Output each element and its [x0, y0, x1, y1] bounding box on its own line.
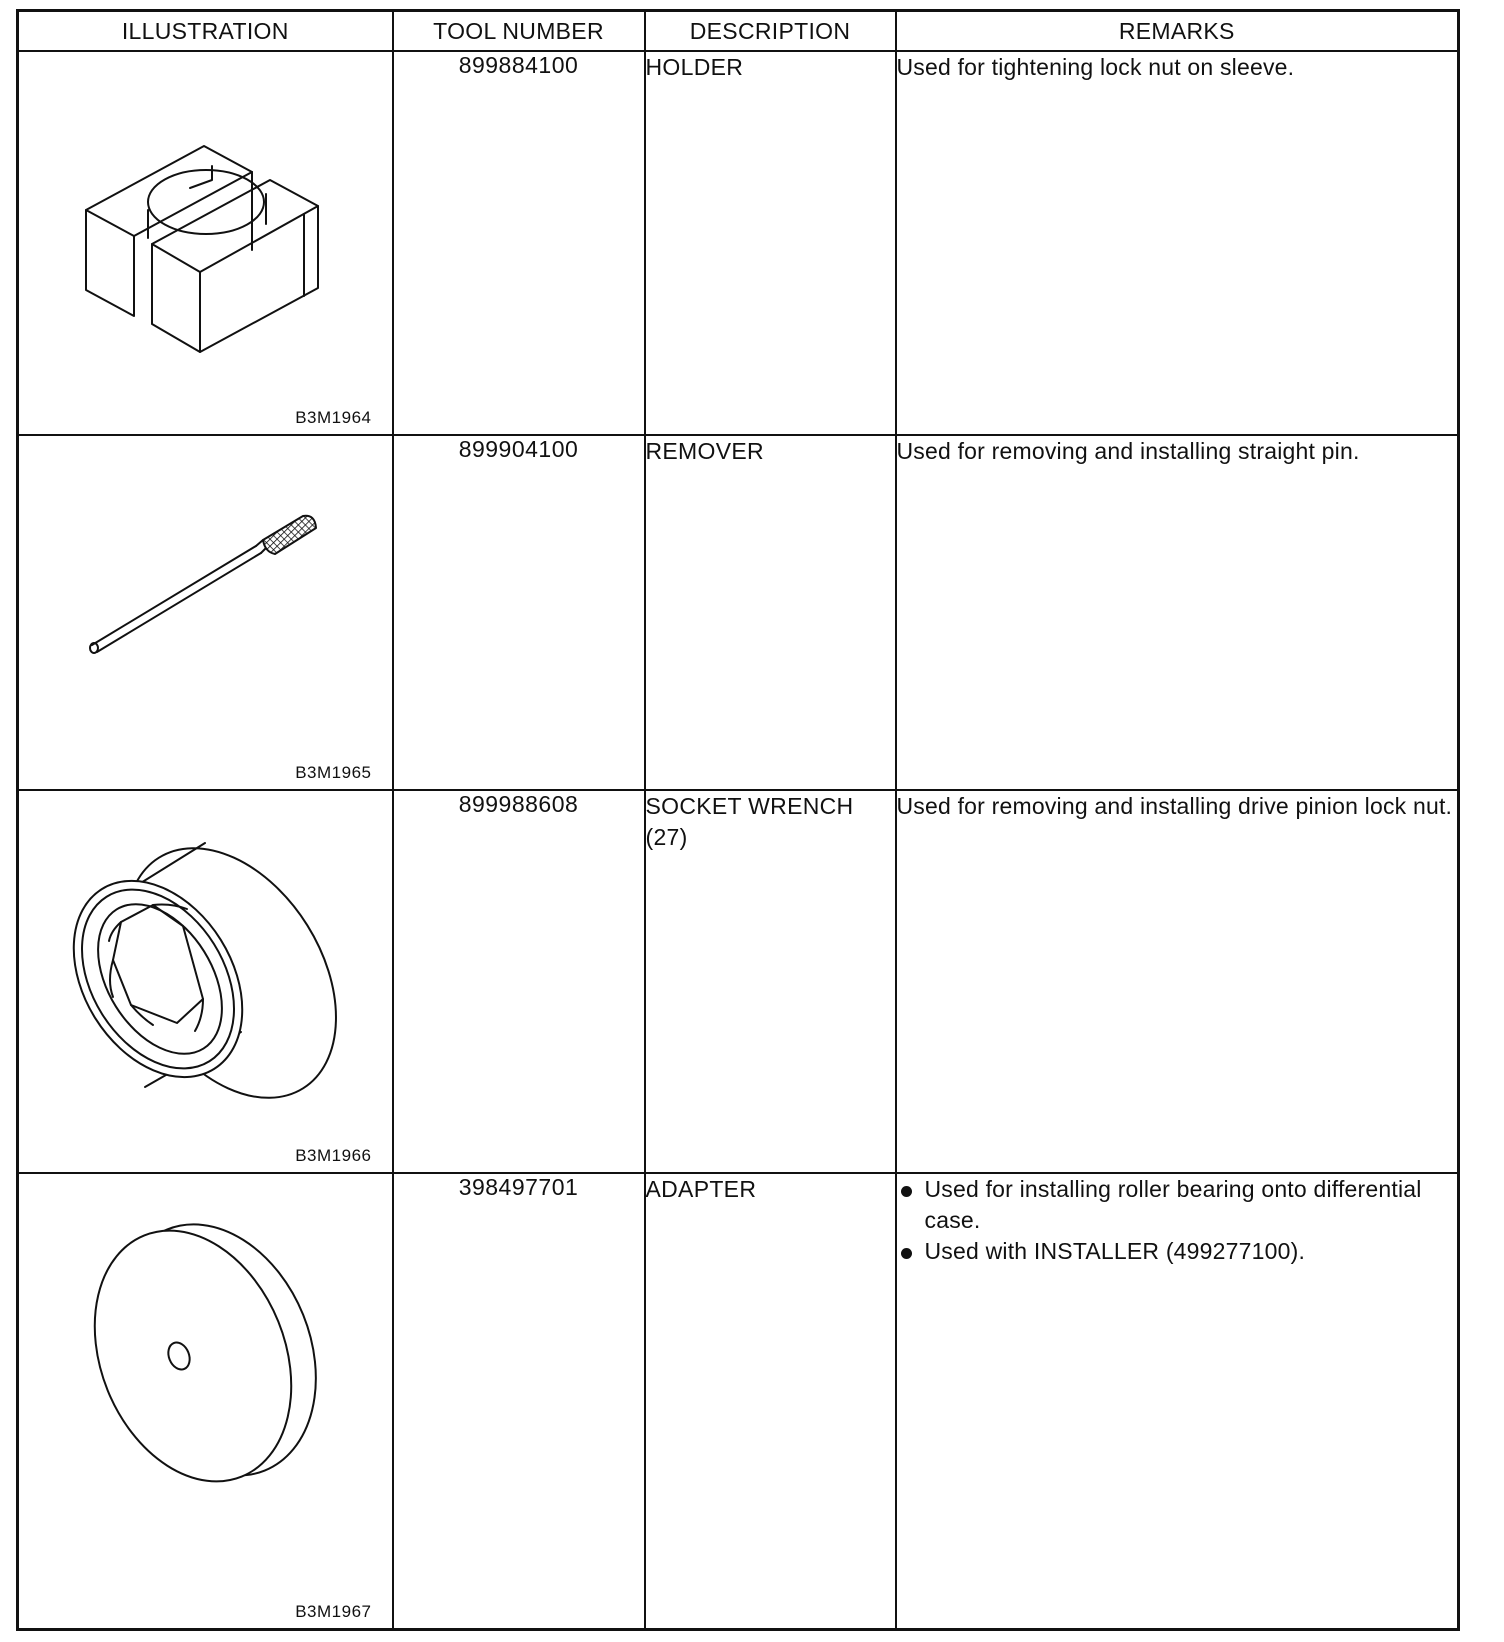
tool-description: ADAPTER — [645, 1173, 896, 1630]
remark-text: Used for tightening lock nut on sleeve. — [896, 54, 1295, 80]
illustration-cell — [18, 435, 393, 790]
tool-description: SOCKET WRENCH (27) — [645, 790, 896, 1173]
header-row — [18, 11, 1459, 52]
remark-text: Used for removing and installing straight pin. — [896, 438, 1360, 464]
tool-number: 398497701 — [393, 1173, 645, 1630]
table-row — [18, 790, 1459, 1173]
tool-remarks — [896, 790, 1459, 1173]
bullet-icon — [901, 1248, 912, 1259]
socket-wrench-icon — [19, 791, 394, 1174]
tool-number: 899988608 — [393, 790, 645, 1173]
tool-number: 899904100 — [393, 435, 645, 790]
special-tools-table — [16, 9, 1460, 1631]
header-remarks: REMARKS — [896, 11, 1459, 52]
holder-block-icon — [19, 52, 394, 436]
remark-list — [897, 1174, 1458, 1267]
pin-remover-icon — [19, 436, 394, 791]
table-row — [18, 1173, 1459, 1630]
figure-code: B3M1966 — [295, 1146, 372, 1165]
table-row — [18, 51, 1459, 435]
table-row — [18, 435, 1459, 790]
illustration-cell — [18, 1173, 393, 1630]
figure-code: B3M1964 — [295, 408, 372, 427]
remark-text: Used for installing roller bearing onto differential case. — [924, 1176, 1422, 1233]
tool-remarks — [896, 1173, 1459, 1630]
remark-item — [897, 1174, 1458, 1236]
remark-item — [897, 1236, 1458, 1267]
figure-code: B3M1967 — [295, 1602, 372, 1621]
tool-remarks — [896, 51, 1459, 435]
illustration-cell — [18, 51, 393, 435]
tool-description: REMOVER — [645, 435, 896, 790]
bullet-icon — [901, 1186, 912, 1197]
header-description: DESCRIPTION — [645, 11, 896, 52]
header-tool-number: TOOL NUMBER — [393, 11, 645, 52]
tool-remarks — [896, 435, 1459, 790]
remark-text: Used for removing and installing drive pinion lock nut. — [896, 793, 1453, 819]
remark-text: Used with INSTALLER (499277100). — [924, 1238, 1306, 1264]
tool-number: 899884100 — [393, 51, 645, 435]
illustration-cell — [18, 790, 393, 1173]
figure-code: B3M1965 — [295, 763, 372, 782]
adapter-disc-icon — [19, 1174, 394, 1554]
header-illustration: ILLUSTRATION — [18, 11, 393, 52]
tool-description: HOLDER — [645, 51, 896, 435]
